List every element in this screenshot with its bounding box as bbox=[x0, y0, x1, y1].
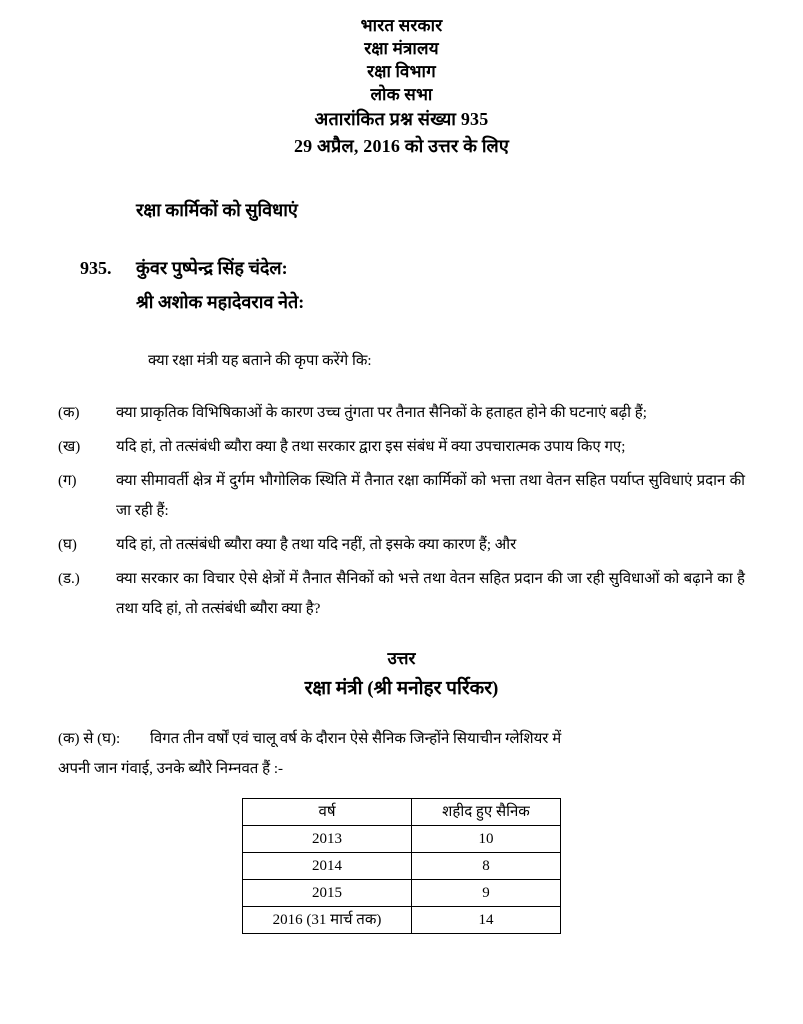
header-line-1: भारत सरकार bbox=[360, 16, 443, 35]
question-clause bbox=[58, 530, 745, 560]
clause-text: क्या सरकार का विचार ऐसे क्षेत्रों में तैनात सैनिकों को भत्ते तथा वेतन सहित प्रदान की जा रही सुविधाओं को बढ़ाने का है तथा यदि हां, तो तत्संबंधी ब्यौरा क्या है? bbox=[116, 571, 745, 617]
table-cell-year: 2015 bbox=[243, 880, 412, 907]
answer-text-line-2: अपनी जान गंवाई, उनके ब्यौरे निम्नवत हैं :- bbox=[58, 761, 283, 777]
question-clause-list bbox=[58, 398, 745, 624]
question-clause bbox=[58, 564, 745, 624]
question-asker-row bbox=[80, 256, 745, 280]
table-cell-count: 14 bbox=[412, 907, 561, 934]
table-row bbox=[243, 826, 561, 853]
answer-heading: उत्तर bbox=[387, 649, 416, 668]
clause-text: यदि हां, तो तत्संबंधी ब्यौरा क्या है तथा सरकार द्वारा इस संबंध में क्या उपचारात्मक उपाय किए गए; bbox=[116, 439, 626, 455]
table-header-year: वर्ष bbox=[243, 799, 412, 826]
answer-minister: रक्षा मंत्री (श्री मनोहर पर्रिकर) bbox=[304, 678, 499, 699]
table-row bbox=[243, 853, 561, 880]
question-number-heading: अतारांकित प्रश्न संख्या 935 bbox=[314, 109, 489, 129]
table-cell-count: 9 bbox=[412, 880, 561, 907]
table-row bbox=[243, 880, 561, 907]
header-line-2: रक्षा मंत्रालय bbox=[364, 39, 439, 58]
answer-text-line-1: विगत तीन वर्षों एवं चालू वर्ष के दौरान ऐसे सैनिक जिन्होंने सियाचीन ग्लेशियर में bbox=[150, 731, 562, 747]
header-line-4: लोक सभा bbox=[370, 85, 433, 104]
table-cell-year: 2013 bbox=[243, 826, 412, 853]
table-header-count: शहीद हुए सैनिक bbox=[412, 799, 561, 826]
table-header-row bbox=[243, 799, 561, 826]
question-member-2: श्री अशोक महादेवराव नेते: bbox=[136, 292, 305, 312]
answer-date-heading: 29 अप्रैल, 2016 को उत्तर के लिए bbox=[293, 136, 510, 156]
question-lead-in: क्या रक्षा मंत्री यह बताने की कृपा करेंगे कि: bbox=[148, 353, 372, 369]
table-cell-year: 2016 (31 मार्च तक) bbox=[243, 907, 412, 934]
answer-clause-row bbox=[58, 724, 745, 754]
table-row bbox=[243, 907, 561, 934]
table-cell-count: 10 bbox=[412, 826, 561, 853]
table-cell-count: 8 bbox=[412, 853, 561, 880]
clause-text: क्या प्राकृतिक विभिषिकाओं के कारण उच्च तुंगता पर तैनात सैनिकों के हताहत होने की घटनाएं बढ़ी हैं; bbox=[116, 405, 647, 421]
document-header bbox=[58, 14, 745, 160]
table-cell-year: 2014 bbox=[243, 853, 412, 880]
answer-clause-label: (क) से (घ): bbox=[58, 731, 121, 747]
question-clause bbox=[58, 398, 745, 428]
question-number: 935. bbox=[80, 258, 112, 278]
clause-text: यदि हां, तो तत्संबंधी ब्यौरा क्या है तथा यदि नहीं, तो इसके क्या कारण हैं; और bbox=[116, 537, 517, 553]
clause-label: (क) bbox=[58, 405, 80, 421]
clause-label: (घ) bbox=[58, 537, 77, 553]
clause-label: (ग) bbox=[58, 473, 77, 489]
casualty-table bbox=[242, 798, 561, 934]
header-line-3: रक्षा विभाग bbox=[367, 62, 436, 81]
question-subject: रक्षा कार्मिकों को सुविधाएं bbox=[136, 200, 298, 220]
clause-text: क्या सीमावर्ती क्षेत्र में दुर्गम भौगोलिक स्थिति में तैनात रक्षा कार्मिकों को भत्ता तथा वेतन सहित पर्याप्त सुविधाएं प्रदान की जा रही हैं: bbox=[116, 473, 745, 519]
answer-body bbox=[58, 724, 745, 784]
question-clause bbox=[58, 432, 745, 462]
question-clause bbox=[58, 466, 745, 526]
clause-label: (ख) bbox=[58, 439, 81, 455]
clause-label: (ड.) bbox=[58, 571, 80, 587]
question-member-1: कुंवर पुष्पेन्द्र सिंह चंदेल: bbox=[136, 258, 288, 278]
